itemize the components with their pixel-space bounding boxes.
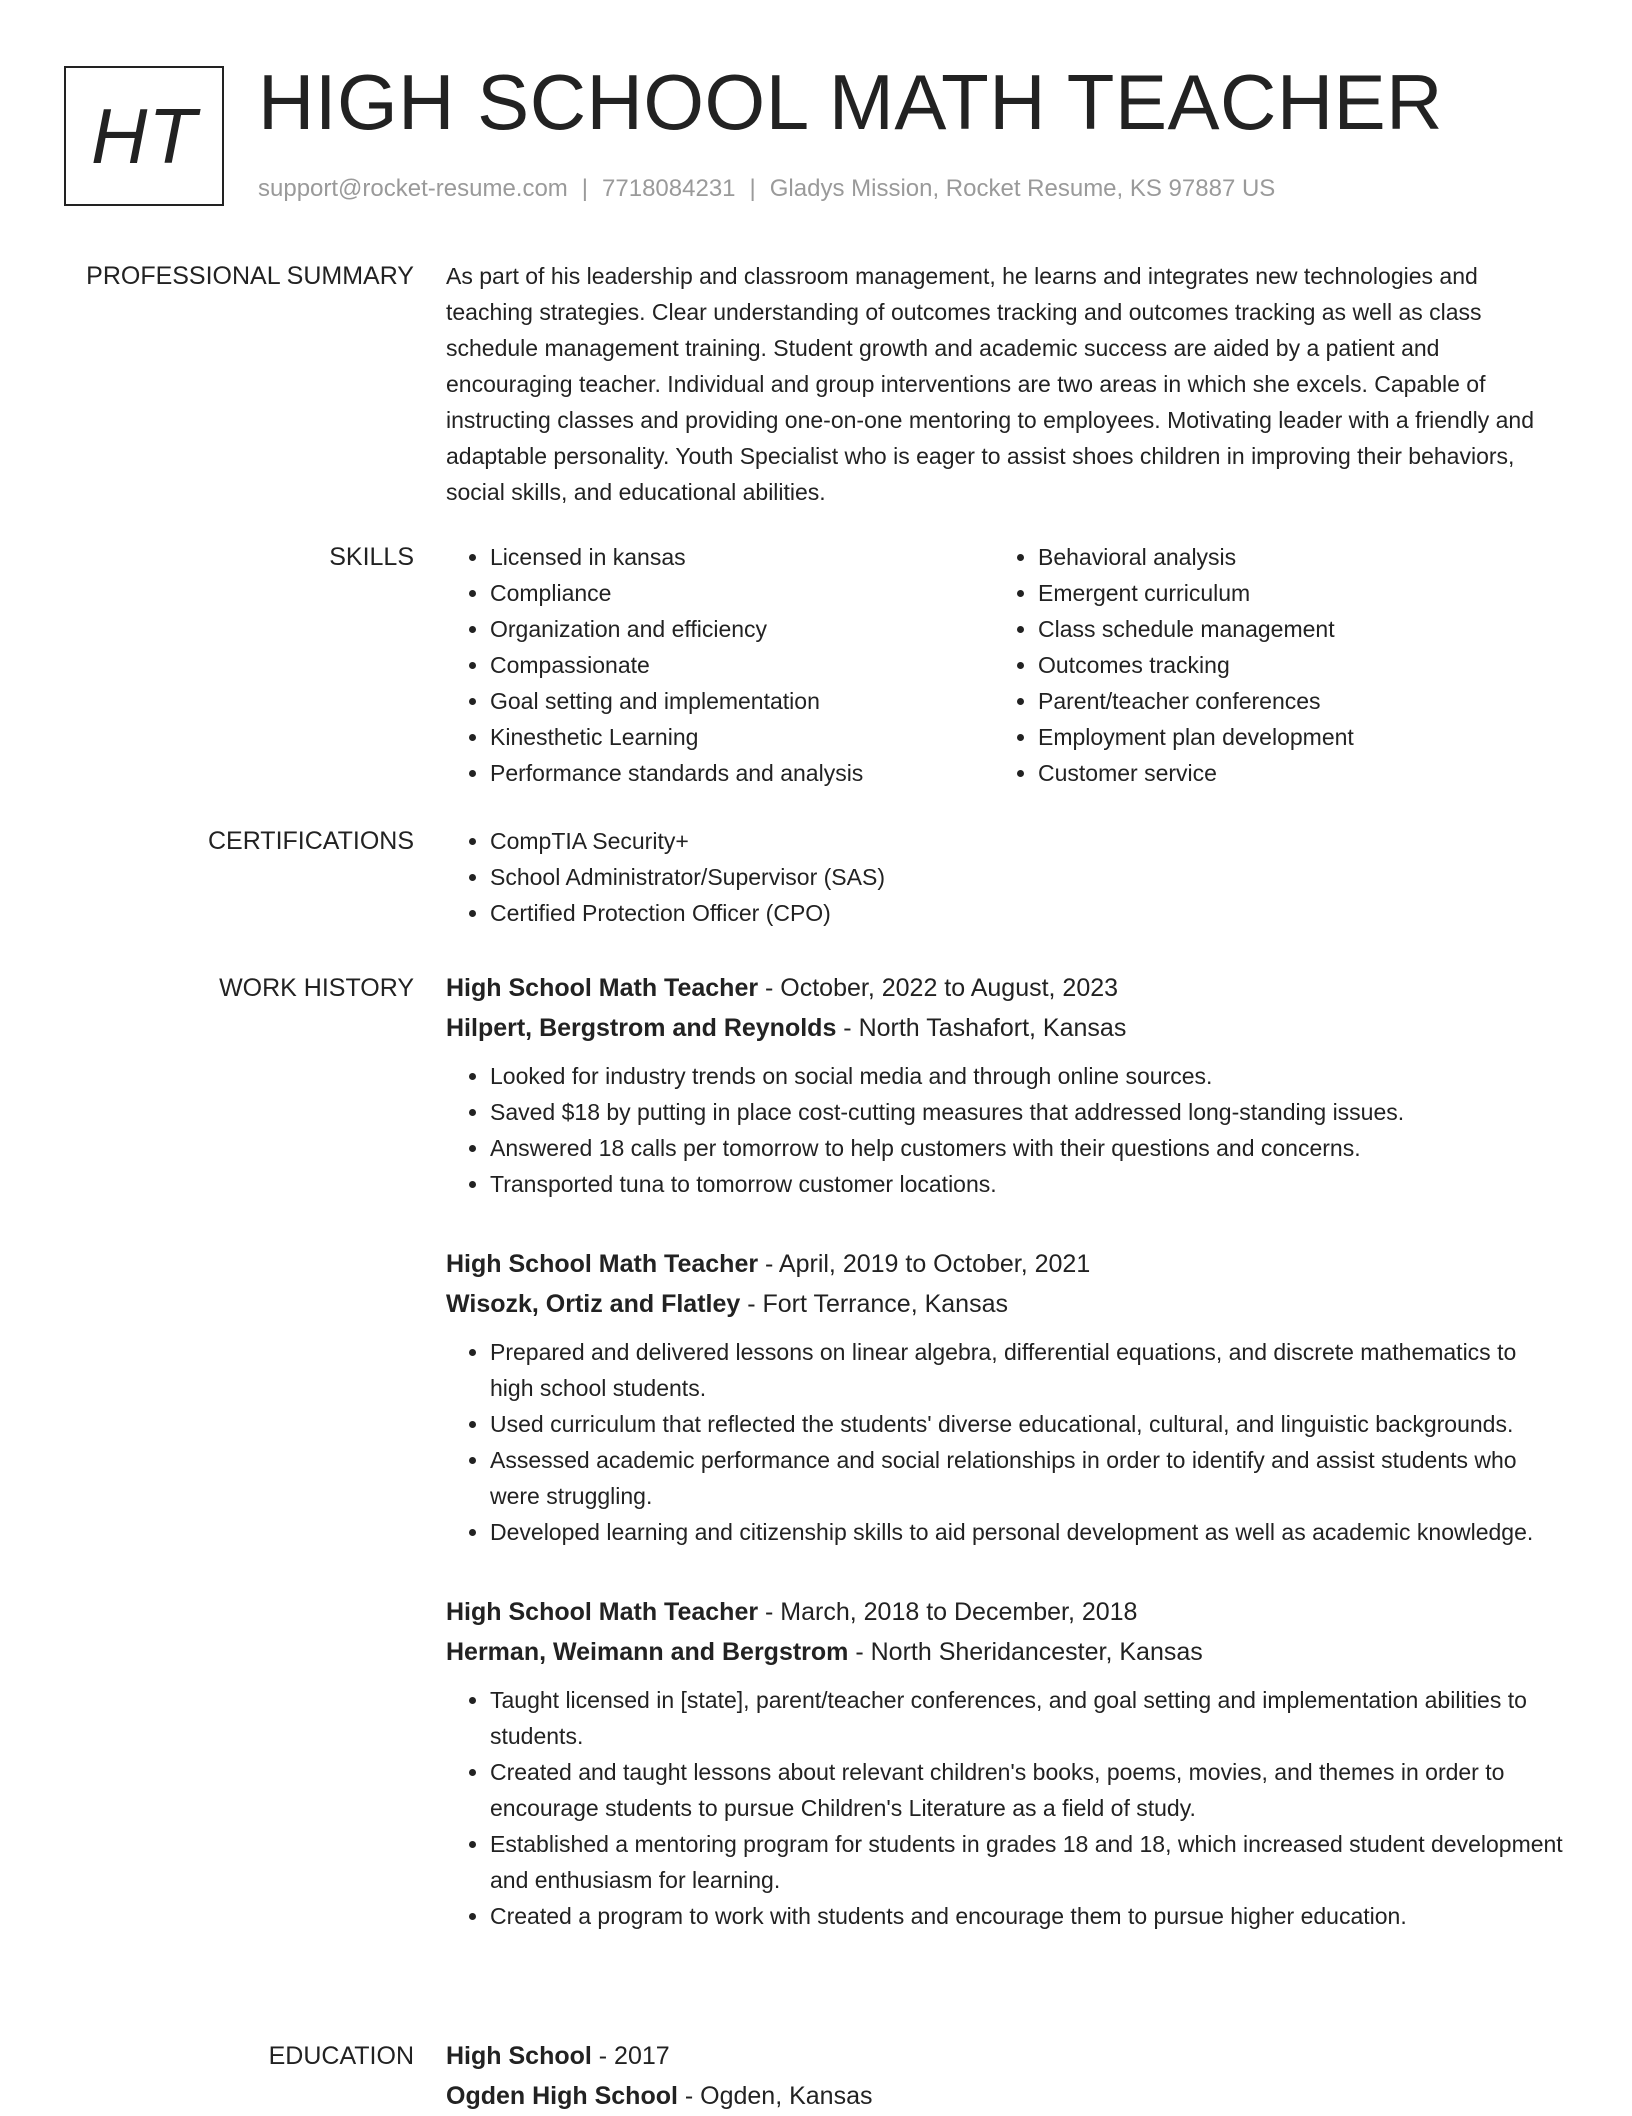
skill-item: • Parent/teacher conferences xyxy=(1038,683,1542,719)
job-entry xyxy=(446,1244,1566,1550)
work-history-heading: WORK HISTORY xyxy=(219,974,414,1002)
certification-item: • CompTIA Security+ xyxy=(490,823,1566,859)
skills-list-left xyxy=(446,539,994,791)
job-bullet: • Established a mentoring program for students in grades 18 and 18, which increased student development and enthusiasm for learning. xyxy=(490,1826,1566,1898)
job-bullets xyxy=(446,1334,1566,1550)
contact-line xyxy=(258,172,1275,206)
certification-item: • School Administrator/Supervisor (SAS) xyxy=(490,859,1566,895)
certification-item: • Certified Protection Officer (CPO) xyxy=(490,895,1566,931)
work-history-body xyxy=(446,968,1566,1934)
job-title-line xyxy=(446,968,1566,1008)
certifications-heading: CERTIFICATIONS xyxy=(207,827,414,855)
job-company-line xyxy=(446,1284,1566,1324)
job-company: Wisozk, Ortiz and Flatley xyxy=(446,1290,741,1318)
skill-item: • Customer service xyxy=(1038,755,1542,791)
skill-item: • Class schedule management xyxy=(1038,611,1542,647)
summary-body xyxy=(446,258,1566,510)
job-title-line xyxy=(446,1244,1566,1284)
job-bullets xyxy=(446,1682,1566,1934)
skills-body xyxy=(446,539,1566,791)
job-location: - North Sheridancester, Kansas xyxy=(848,1638,1203,1666)
certifications-list xyxy=(446,823,1566,931)
skills-list-right xyxy=(994,539,1542,791)
monogram-initials: HT xyxy=(64,66,224,206)
job-bullet: • Saved $18 by putting in place cost-cutting measures that addressed long-standing issues. xyxy=(490,1094,1566,1130)
education-degree-line xyxy=(446,2036,1566,2076)
skill-item: • Compassionate xyxy=(490,647,994,683)
education-school: Ogden High School xyxy=(446,2082,678,2110)
skill-item: • Performance standards and analysis xyxy=(490,755,994,791)
skills-heading: SKILLS xyxy=(329,543,414,571)
job-bullet: • Created a program to work with students and encourage them to pursue higher education. xyxy=(490,1898,1566,1934)
job-company: Hilpert, Bergstrom and Reynolds xyxy=(446,1014,837,1042)
job-bullets xyxy=(446,1058,1566,1202)
education-school-line xyxy=(446,2076,1566,2116)
skill-item: • Outcomes tracking xyxy=(1038,647,1542,683)
page-title: HIGH SCHOOL MATH TEACHER xyxy=(258,58,1444,146)
job-bullet: • Developed learning and citizenship skills to aid personal development as well as academic knowledge. xyxy=(490,1514,1566,1550)
job-title: High School Math Teacher xyxy=(446,1250,759,1278)
education-body xyxy=(446,2036,1566,2116)
job-bullet: • Prepared and delivered lessons on linear algebra, differential equations, and discrete mathematics to high school students. xyxy=(490,1334,1566,1406)
job-bullet: • Taught licensed in [state], parent/teacher conferences, and goal setting and implementation abilities to students. xyxy=(490,1682,1566,1754)
skill-item: • Goal setting and implementation xyxy=(490,683,994,719)
job-title-line xyxy=(446,1592,1566,1632)
job-company-line xyxy=(446,1632,1566,1672)
contact-phone: 7718084231 xyxy=(602,175,736,202)
education-degree: High School xyxy=(446,2042,592,2070)
skill-item: • Emergent curriculum xyxy=(1038,575,1542,611)
job-dates: - April, 2019 to October, 2021 xyxy=(758,1250,1091,1278)
skill-item: • Kinesthetic Learning xyxy=(490,719,994,755)
skill-item: • Compliance xyxy=(490,575,994,611)
skill-item: • Organization and efficiency xyxy=(490,611,994,647)
job-company: Herman, Weimann and Bergstrom xyxy=(446,1638,849,1666)
job-company-line xyxy=(446,1008,1566,1048)
job-location: - North Tashafort, Kansas xyxy=(836,1014,1127,1042)
job-bullet: • Looked for industry trends on social media and through online sources. xyxy=(490,1058,1566,1094)
job-bullet: • Created and taught lessons about relevant children's books, poems, movies, and themes in order to encourage students to pursue Children's Literature as a field of study. xyxy=(490,1754,1566,1826)
skill-item: • Licensed in kansas xyxy=(490,539,994,575)
contact-address: Gladys Mission, Rocket Resume, KS 97887 US xyxy=(769,175,1276,202)
job-title: High School Math Teacher xyxy=(446,1598,759,1626)
job-title: High School Math Teacher xyxy=(446,974,759,1002)
job-bullet: • Assessed academic performance and social relationships in order to identify and assist students who were struggling. xyxy=(490,1442,1566,1514)
education-location: - Ogden, Kansas xyxy=(677,2082,873,2110)
job-bullet: • Answered 18 calls per tomorrow to help customers with their questions and concerns. xyxy=(490,1130,1566,1166)
job-location: - Fort Terrance, Kansas xyxy=(740,1290,1008,1318)
contact-separator: | xyxy=(749,175,756,202)
education-heading: EDUCATION xyxy=(268,2042,414,2070)
certifications-body xyxy=(446,823,1566,931)
contact-separator: | xyxy=(581,175,589,202)
job-entry xyxy=(446,1592,1566,1934)
job-dates: - March, 2018 to December, 2018 xyxy=(758,1598,1138,1626)
contact-email: support@rocket-resume.com xyxy=(258,175,568,202)
skill-item: • Employment plan development xyxy=(1038,719,1542,755)
job-dates: - October, 2022 to August, 2023 xyxy=(758,974,1119,1002)
skill-item: • Behavioral analysis xyxy=(1038,539,1542,575)
education-year: - 2017 xyxy=(591,2042,670,2070)
job-bullet: • Transported tuna to tomorrow customer locations. xyxy=(490,1166,1566,1202)
summary-heading: PROFESSIONAL SUMMARY xyxy=(86,262,414,290)
job-bullet: • Used curriculum that reflected the students' diverse educational, cultural, and linguistic backgrounds. xyxy=(490,1406,1566,1442)
job-entry xyxy=(446,968,1566,1202)
summary-text: As part of his leadership and classroom management, he learns and integrates new technologies and teaching strategies. Clear understanding of outcomes tracking and outcomes tracking as well as class schedule management training. Student growth and academic success are aided by a patient and encouraging teacher. Individual and group interventions are two areas in which she excels. Capable of instructing classes and providing one-on-one mentoring to employees. Motivating leader with a friendly and adaptable personality. Youth Specialist who is eager to assist shoes children in improving their behaviors, social skills, and educational abilities. xyxy=(446,263,1534,505)
